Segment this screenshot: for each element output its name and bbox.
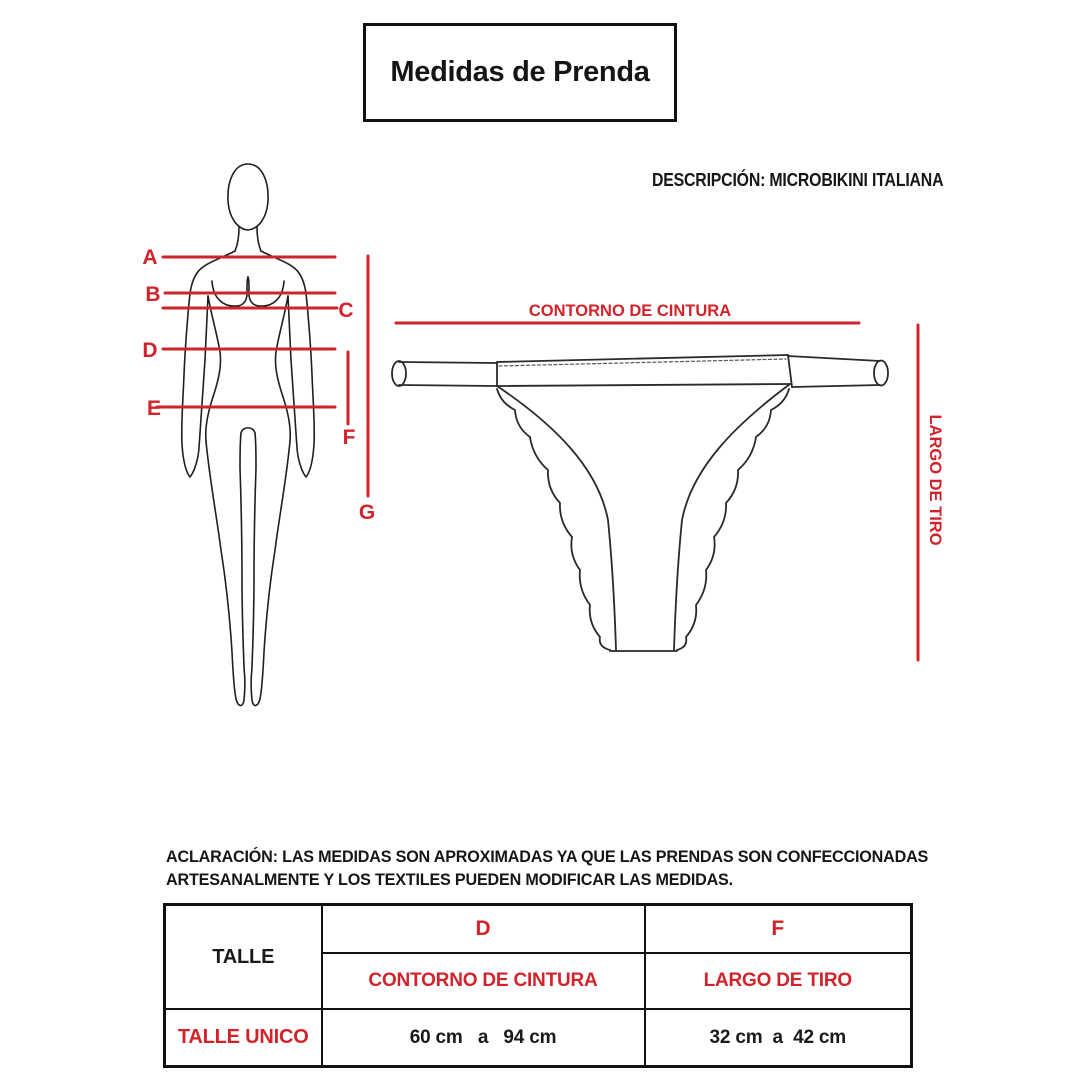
waist-dimension-label: CONTORNO DE CINTURA [528, 302, 732, 320]
figure-neck-right [257, 227, 261, 251]
figure-head [228, 164, 268, 230]
page-title: Medidas de Prenda [390, 56, 650, 88]
column-letter-d: D [322, 905, 645, 954]
measure-label-f: F [342, 426, 356, 449]
garment-strap-left-top [399, 362, 497, 363]
figure-neck-left [235, 227, 239, 251]
column-letter-f: F [645, 905, 912, 954]
figure-torso-left [206, 296, 221, 441]
garment-drawing [392, 355, 888, 651]
garment-ruffle-left [497, 389, 610, 650]
rise-range-value: 32 cm a 42 cm [645, 1009, 912, 1067]
figure-arm-right [261, 251, 314, 477]
garment-strap-right-bottom [792, 385, 880, 387]
garment-band-bottom [497, 384, 790, 386]
figure-leg-left [206, 433, 245, 706]
figure-measure-labels [142, 246, 375, 524]
measure-label-a: A [142, 246, 158, 269]
table-row [165, 1009, 912, 1067]
waist-range-value: 60 cm a 94 cm [322, 1009, 645, 1067]
measure-label-b: B [145, 283, 161, 306]
title-box [363, 23, 677, 122]
measure-label-d: D [142, 339, 158, 362]
garment-side-seam-right [788, 355, 792, 387]
garment-band-top [497, 355, 788, 362]
column-name-waist: CONTORNO DE CINTURA [322, 953, 645, 1009]
measure-label-g: G [358, 501, 376, 524]
disclaimer-line-1: ACLARACIÓN: LAS MEDIDAS SON APROXIMADAS YA QUE LAS PRENDAS SON CONFECCIONADAS [166, 847, 929, 866]
garment-ruffle-right [677, 389, 789, 650]
measure-label-c: C [338, 299, 354, 322]
column-name-rise: LARGO DE TIRO [645, 953, 912, 1009]
figure-crotch [241, 428, 255, 433]
size-value: TALLE UNICO [165, 1009, 322, 1067]
figure-leg-right [251, 433, 290, 706]
size-column-header: TALLE [165, 905, 322, 1010]
garment-strap-right-top [788, 356, 880, 361]
garment-leg-opening-left [497, 386, 616, 650]
garment-strap-right-end [874, 361, 888, 386]
body-figure [182, 164, 315, 706]
garment-leg-opening-right [674, 384, 790, 650]
table-letter-row [165, 905, 912, 954]
garment-strap-left-end [392, 361, 406, 386]
garment-strap-left-bottom [399, 385, 497, 386]
rise-dimension-label: LARGO DE TIRO [926, 414, 944, 546]
figure-torso-right [275, 296, 290, 441]
measure-label-e: E [146, 397, 162, 420]
garment-annotations [396, 323, 918, 660]
figure-arm-left [182, 251, 235, 477]
size-table [163, 903, 913, 1068]
garment-description: DESCRIPCIÓN: MICROBIKINI ITALIANA [652, 170, 944, 190]
disclaimer-line-2: ARTESANALMENTE Y LOS TEXTILES PUEDEN MODIFICAR LAS MEDIDAS. [166, 870, 733, 889]
figure-measure-lines [157, 256, 368, 496]
disclaimer-note [166, 845, 928, 891]
